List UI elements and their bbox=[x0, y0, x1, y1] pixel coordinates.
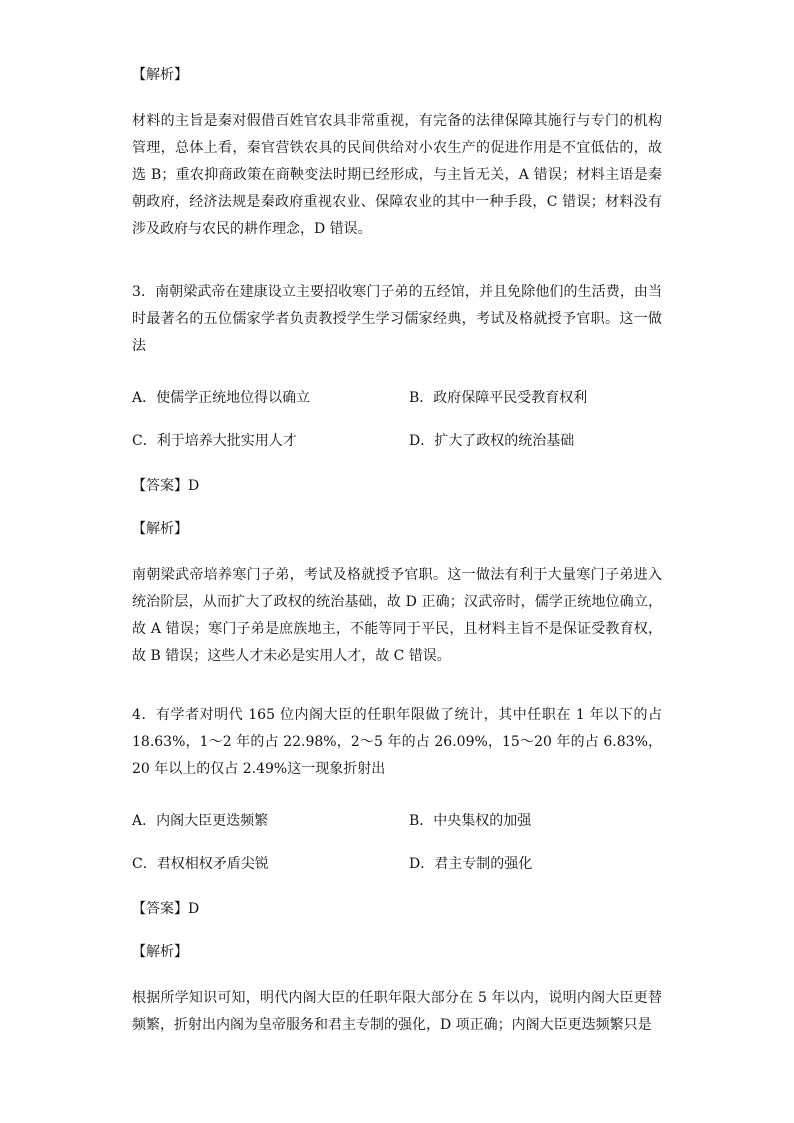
q3-analysis-text: 南朝梁武帝培养寒门子弟，考试及格就授予官职。这一做法有利于大量寒门子弟进入统治阶层，从而扩大了政权的统治基础，故 D 正确；汉武帝时，儒学正统地位确立，故 A 错误；寒门子弟是庶族地主，不能等同于平民，且材料主旨不是保证受教育权，故 B 错误；这些人才未必是实用人才，故 C 错误。 bbox=[132, 567, 662, 664]
q4-analysis-label: 【解析】 bbox=[132, 944, 188, 960]
q4-analysis-text: 根据所学知识可知，明代内阁大臣的任职年限大部分在 5 年以内，说明内阁大臣更替频繁，折射出内阁为皇帝服务和君主专制的强化，D 项正确；内阁大臣更迭频繁只是 bbox=[132, 990, 662, 1033]
q4-option-c: C．君权相权矛盾尖锐 bbox=[132, 856, 269, 872]
q4-option-a: A．内阁大臣更迭频繁 bbox=[132, 813, 269, 829]
section1-analysis-label: 【解析】 bbox=[132, 67, 188, 83]
q3-option-c: C．利于培养大批实用人才 bbox=[132, 433, 297, 449]
q3-option-a: A．使儒学正统地位得以确立 bbox=[132, 390, 311, 406]
q3-analysis-label: 【解析】 bbox=[132, 521, 188, 537]
q3-option-b: B．政府保障平民受教育权利 bbox=[409, 390, 588, 406]
q4-stem: 4．有学者对明代 165 位内阁大臣的任职年限做了统计，其中任职在 1 年以下的占 18.63%，1～2 年的占 22.98%，2～5 年的占 26.09%，15～20 年的占 6.83%，20 年以上的仅占 2.49%这一现象折射出 bbox=[132, 707, 662, 777]
q4-option-b: B．中央集权的加强 bbox=[409, 813, 532, 829]
q4-answer: 【答案】D bbox=[132, 901, 200, 917]
q4-option-d: D．君主专制的强化 bbox=[409, 856, 533, 872]
section1-analysis-text: 材料的主旨是秦对假借百姓官农具非常重视，有完备的法律保障其施行与专门的机构管理，总体上看，秦官营铁农具的民间供给对小农生产的促进作用是不宜低估的，故选 B；重农抑商政策在商鞅变法时期已经形成，与主旨无关，A 错误；材料主语是秦朝政府，经济法规是秦政府重视农业、保障农业的其中一种手段，C 错误；材料没有涉及政府与农民的耕作理念，D 错误。 bbox=[132, 113, 662, 237]
q3-stem: 3．南朝梁武帝在建康设立主要招收寒门子弟的五经馆，并且免除他们的生活费，由当时最著名的五位儒家学者负责教授学生学习儒家经典，考试及格就授予官职。这一做法 bbox=[132, 284, 662, 354]
q3-answer: 【答案】D bbox=[132, 478, 200, 494]
q3-option-d: D．扩大了政权的统治基础 bbox=[409, 433, 575, 449]
